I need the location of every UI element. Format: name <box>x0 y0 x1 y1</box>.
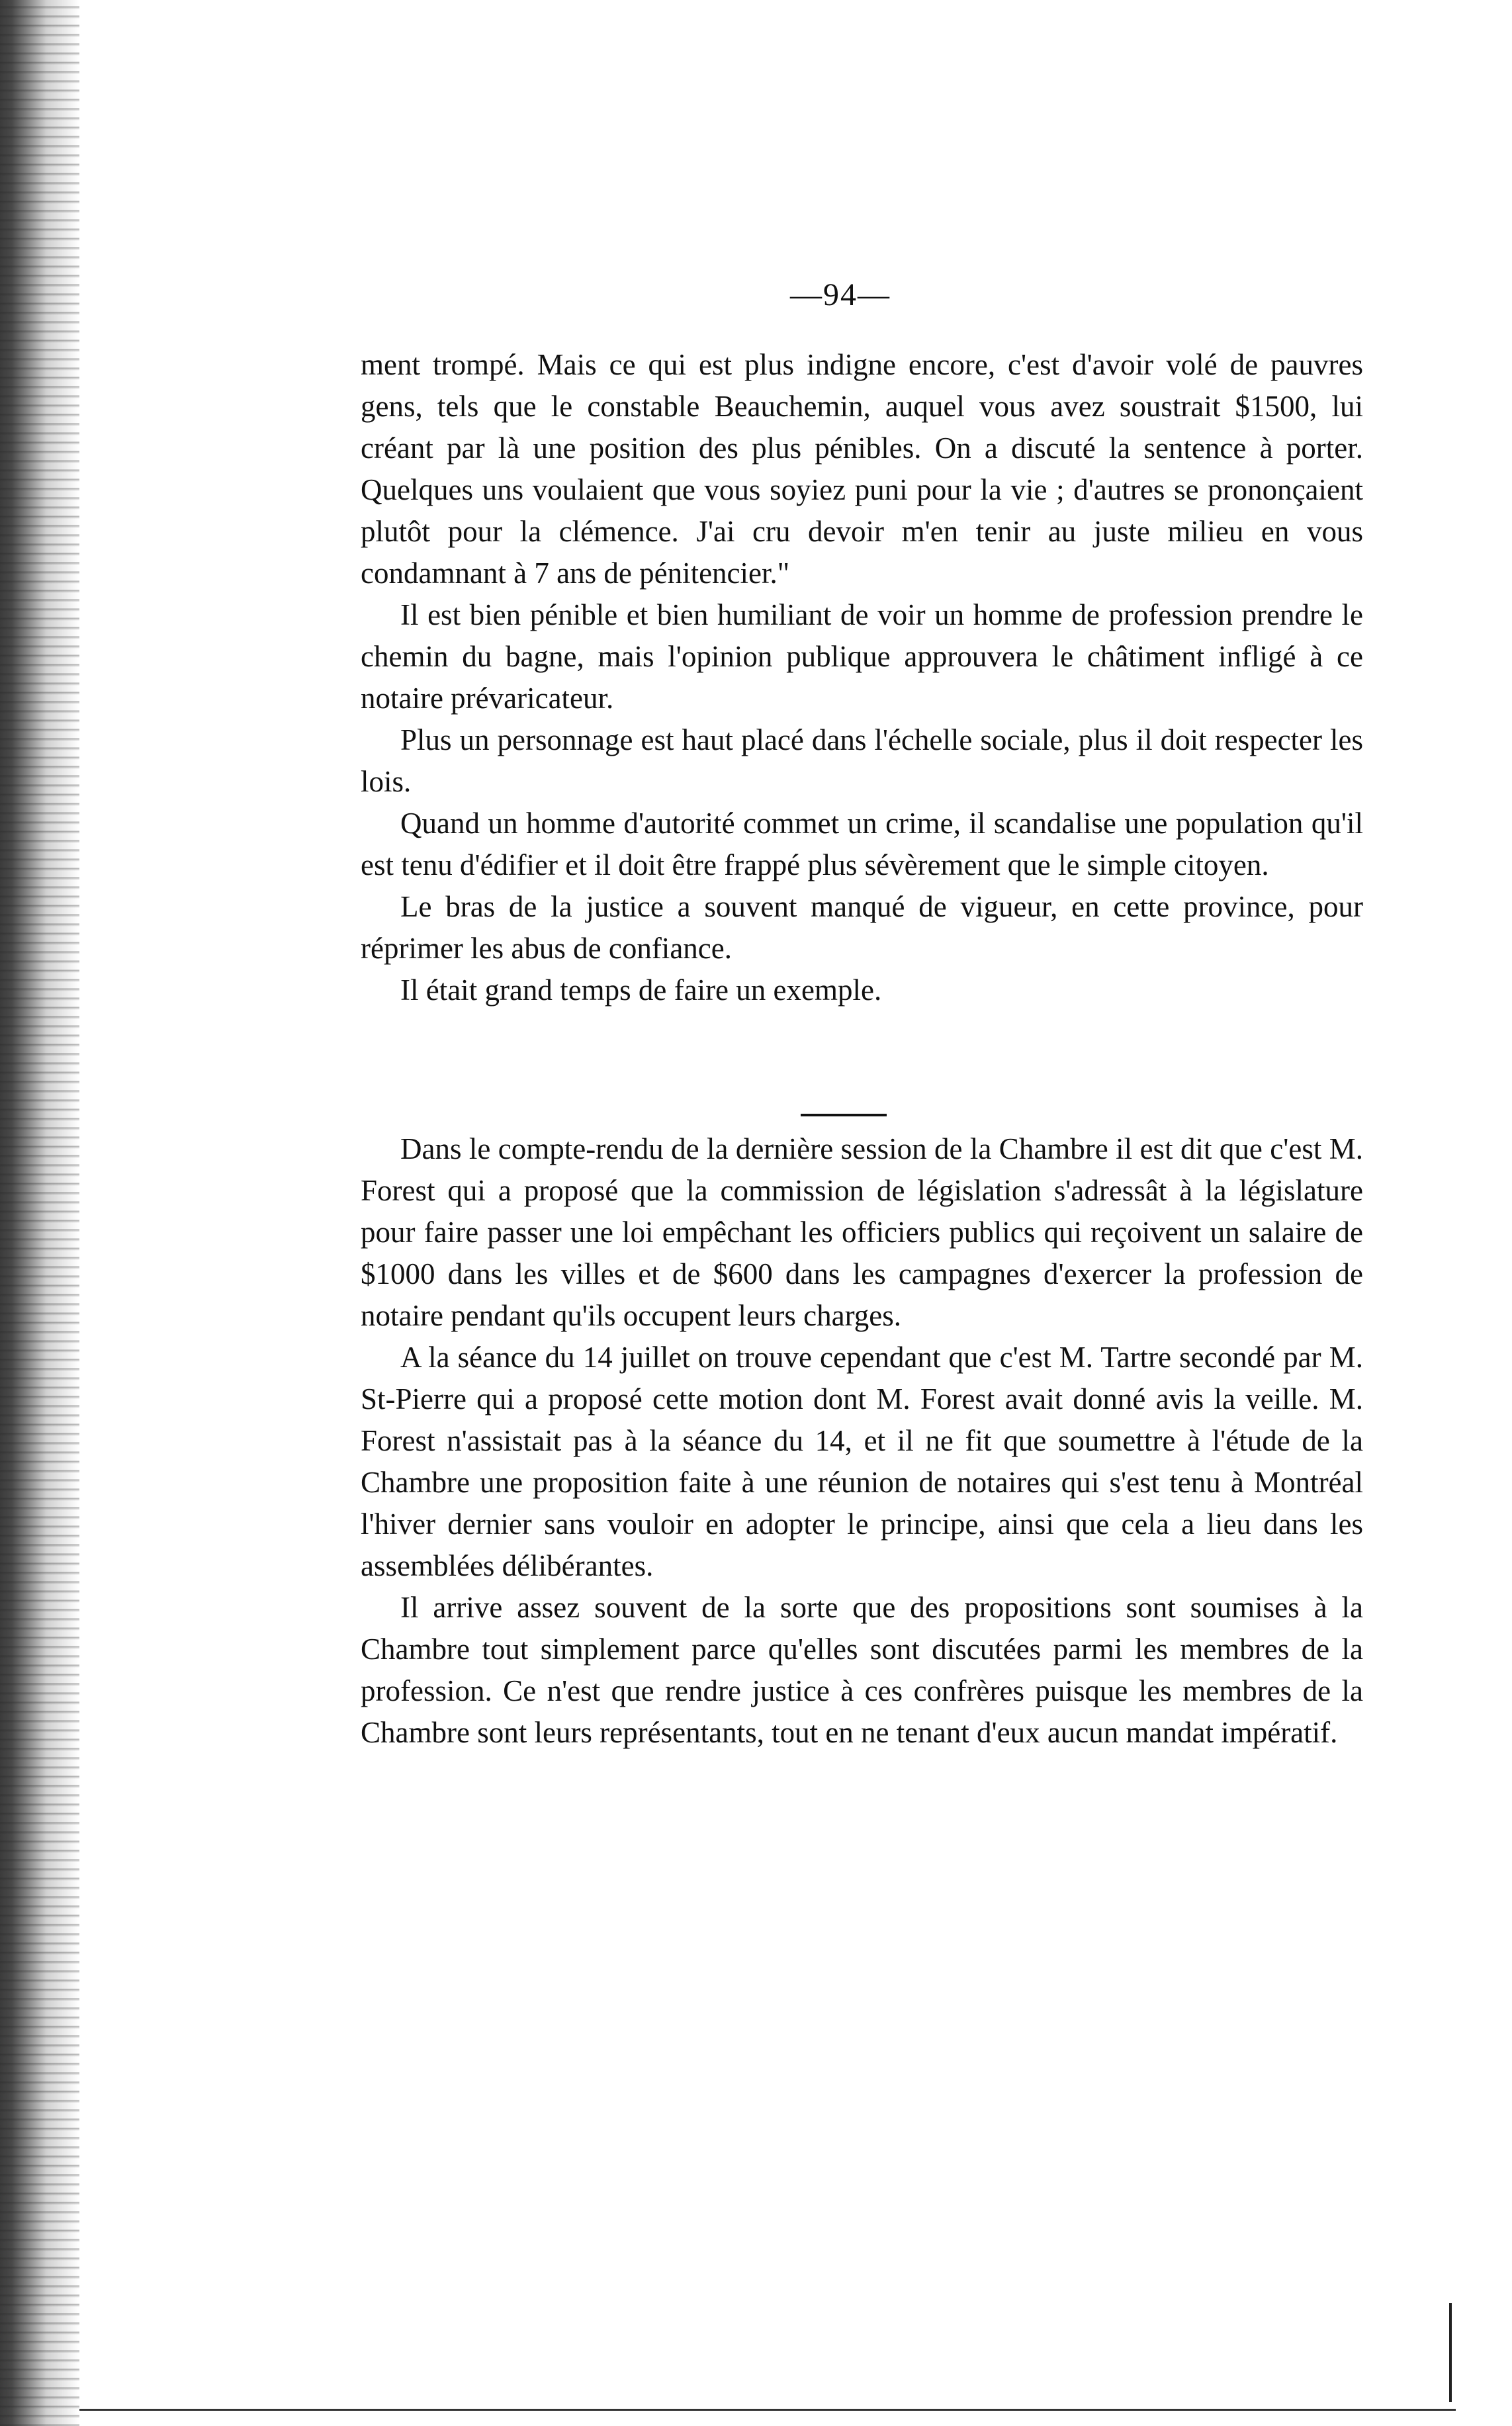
section-divider <box>801 1114 887 1116</box>
paragraph: Il arrive assez souvent de la sorte que des propositions sont soumises à la Chambre tout simplement parce qu'elles sont discutées parmi les membres de la profession. Ce n'est que rendre justice à ces confrères puisque les membres de la Chambre sont leurs représentants, tout en ne tenant d'eux aucun mandat impératif. <box>361 1591 1363 1749</box>
paragraph: Dans le compte-rendu de la dernière session de la Chambre il est dit que c'est M. Forest qui a proposé que la commission de législation s'adressât à la législature pour faire passer une loi empêchant les officiers publics qui reçoivent un salaire de $1000 dans les villes et de $600 dans les campagnes d'exercer la profession de notaire pendant qu'ils occupent leurs charges. <box>361 1132 1363 1332</box>
paragraph: Il est bien pénible et bien humiliant de voir un homme de profession prendre le chemin du bagne, mais l'opinion publique approuvera le châtiment infligé à ce notaire prévaricateur. <box>361 598 1363 715</box>
paragraph: Plus un personnage est haut placé dans l'échelle sociale, plus il doit respecter les lois. <box>361 723 1363 798</box>
page-edge-mark <box>1449 2303 1452 2402</box>
text-section-top <box>361 344 1363 1011</box>
paragraph: Le bras de la justice a souvent manqué de vigueur, en cette province, pour réprimer les abus de confiance. <box>361 890 1363 965</box>
paragraph: A la séance du 14 juillet on trouve cependant que c'est M. Tartre secondé par M. St-Pierre qui a proposé cette motion dont M. Forest avait donné avis la veille. M. Forest n'assistait pas à la séance du 14, et il ne fit que soumettre à l'étude de la Chambre une proposition faite à une réunion de notaires qui s'est tenu à Montréal l'hiver dernier sans vouloir en adopter le principe, ainsi que cela a lieu dans les assemblées délibérantes. <box>361 1341 1363 1582</box>
page-binding-edge <box>0 0 79 2426</box>
paragraph: Quand un homme d'autorité commet un crime, il scandalise une population qu'il est tenu d'édifier et il doit être frappé plus sévèrement que le simple citoyen. <box>361 807 1363 881</box>
page-number: —94— <box>790 277 891 312</box>
text-section-bottom <box>361 1128 1363 1754</box>
paragraph: ment trompé. Mais ce qui est plus indigne encore, c'est d'avoir volé de pauvres gens, tels que le constable Beauchemin, auquel vous avez soustrait $1500, lui créant par là une position des plus pénibles. On a discuté la sentence à porter. Quelques uns voulaient que vous soyiez puni pour la vie ; d'autres se prononçaient plutôt pour la clémence. J'ai cru devoir m'en tenir au juste milieu en vous condamnant à 7 ans de pénitencier." <box>361 348 1363 590</box>
paragraph: Il était grand temps de faire un exemple. <box>400 973 882 1007</box>
page-bottom-edge <box>79 2409 1456 2411</box>
